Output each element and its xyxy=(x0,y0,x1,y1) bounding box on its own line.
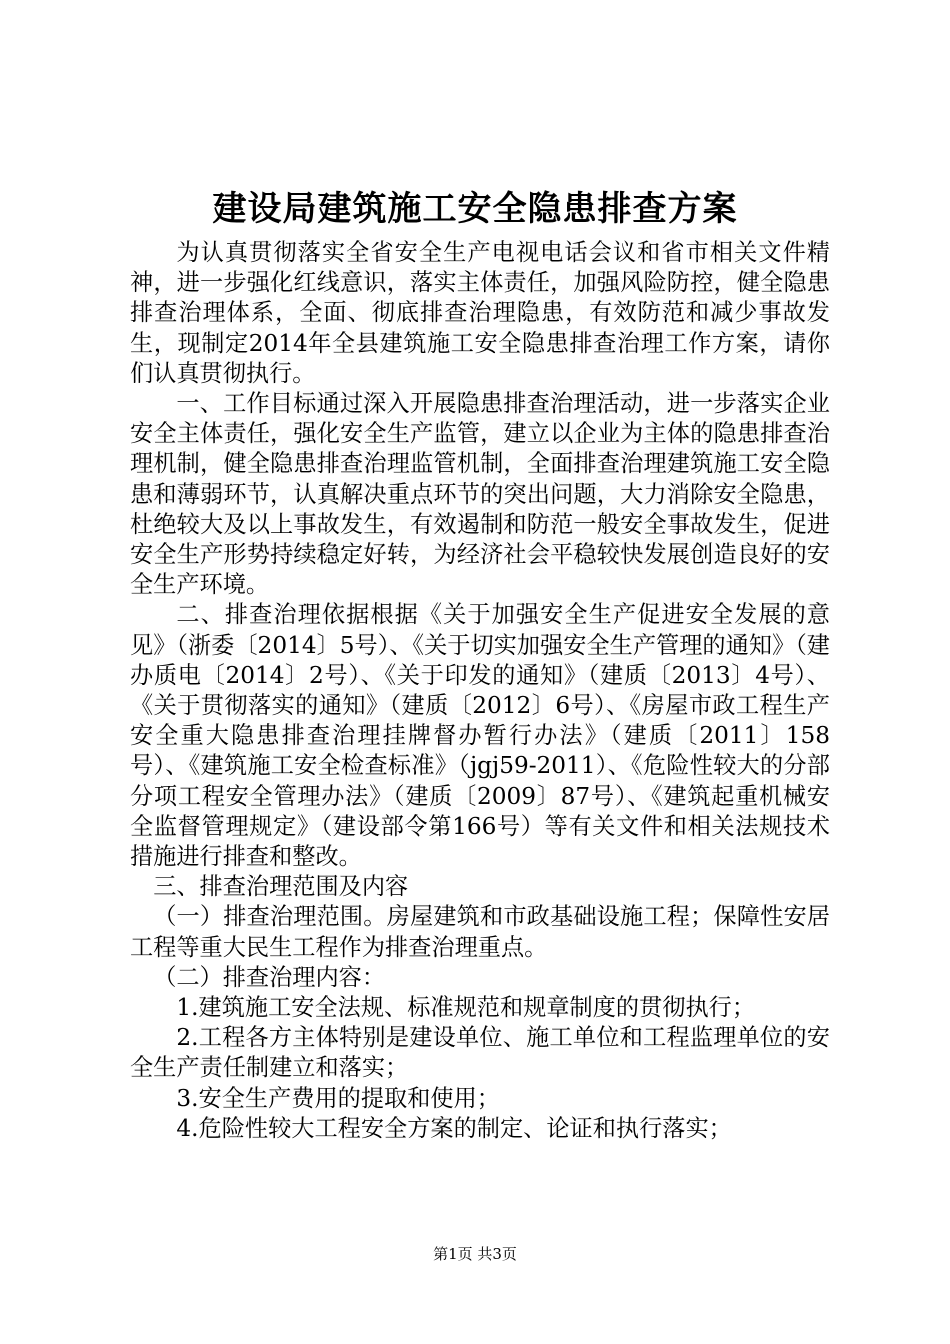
content-item-3: 3.安全生产费用的提取和使用； xyxy=(176,1084,500,1112)
section-goal-paragraph: 一、工作目标通过深入开展隐患排查治理活动，进一步落实企业安全主体责任，强化安全生产监管，建立以企业为主体的隐患排查治理机制，健全隐患排查治理监管机制，全面排查治理建筑施工安全隐患和薄弱环节，认真解决重点环节的突出问题，大力消除安全隐患，杜绝较大及以上事故发生，有效遏制和防范一般安全事故发生，促进安全生产形势持续稳定好转，为经济社会平稳较快发展创造良好的安全生产环境。 xyxy=(130,390,830,599)
document-title: 建设局建筑施工安全隐患排查方案 xyxy=(212,189,738,229)
intro-paragraph: 为认真贯彻落实全省安全生产电视电话会议和省市相关文件精神，进一步强化红线意识，落实主体责任，加强风险防控，健全隐患排查治理体系，全面、彻底排查治理隐患，有效防范和减少事故发生，现制定2014年全县建筑施工安全隐患排查治理工作方案，请你们认真贯彻执行。 xyxy=(130,239,830,387)
content-item-1: 1.建筑施工安全法规、标准规范和规章制度的贯彻执行； xyxy=(176,994,756,1022)
content-item-2: 2.工程各方主体特别是建设单位、施工单位和工程监理单位的安全生产责任制建立和落实； xyxy=(130,1024,830,1082)
document-body xyxy=(130,238,830,1144)
section-basis-paragraph: 二、排查治理依据根据《关于加强安全生产促进安全发展的意见》（浙委〔2014〕5号）、《关于切实加强安全生产管理的通知》（建办质电〔2014〕2号）、《关于印发的通知》（建质〔2013〕4号）、《关于贯彻落实的通知》（建质〔2012〕6号）、《房屋市政工程生产安全重大隐患排查治理挂牌督办暂行办法》（建质〔2011〕158号）、《建筑施工安全检查标准》（jgj59-2011）、《危险性较大的分部分项工程安全管理办法》（建质〔2009〕87号）、《建筑起重机械安全监督管理规定》（建设部令第166号）等有关文件和相关法规技术措施进行排查和整改。 xyxy=(130,601,830,871)
page-footer: 第1页 共3页 xyxy=(433,1245,517,1263)
scope-range-paragraph: （一）排查治理范围。房屋建筑和市政基础设施工程；保障性安居工程等重大民生工程作为排查治理重点。 xyxy=(130,903,830,961)
section-scope-heading: 三、排查治理范围及内容 xyxy=(153,873,409,901)
scope-content-heading: （二）排查治理内容： xyxy=(153,963,386,991)
content-item-4: 4.危险性较大工程安全方案的制定、论证和执行落实； xyxy=(176,1114,732,1142)
